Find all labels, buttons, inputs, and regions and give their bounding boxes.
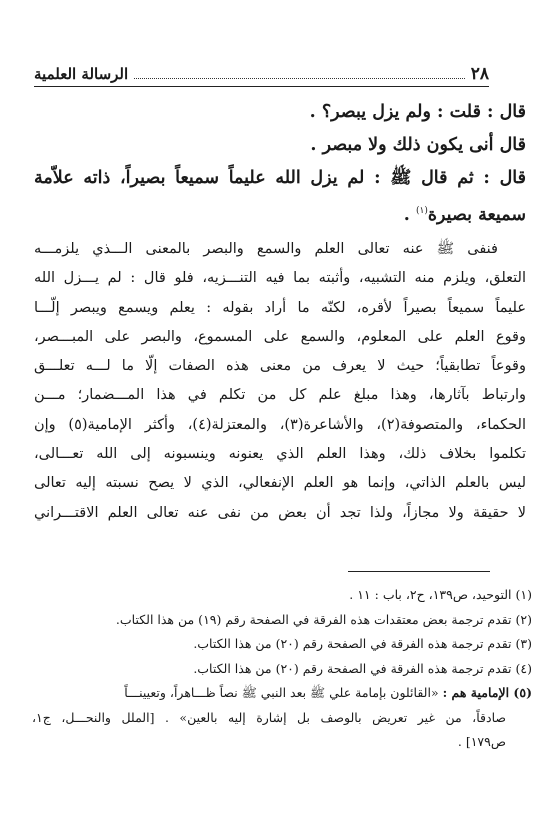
page-header [34, 60, 489, 84]
footnote-5-continuation: صادقاً، من غير تعريض بالوصف بل إشارة إليه بالعين» . [الملل والنحـــل، ج١، [32, 709, 506, 725]
quoted-dialogue [34, 96, 526, 232]
footnote-5-text: «القائلون بإمامة علي ﷺ بعد النبي ﷺ نصاً ظـــاهراً، وتعيينـــاً [124, 685, 443, 700]
header-dot-leader [134, 78, 465, 79]
body-line: وقوع العلم على المعلوم، والسمع على المسموع، والبصر على المبـــصر، [34, 328, 526, 345]
footnote-separator [348, 571, 490, 572]
footnote-2: (٢) تقدم ترجمة بعض معتقدات هذه الفرقة في الصفحة رقم (١٩) من هذا الكتاب. [115, 611, 532, 627]
body-paragraph [34, 235, 526, 528]
dialogue-line-tail: . [403, 204, 416, 225]
body-line: لا حقيقة ولا مجازاً، ولذا تجد أن بعض من نفى عنه تعالى العلم الاقتـــراني [34, 504, 526, 521]
body-line: وقوعاً تطابقياً؛ حيث لا يعرف من معنى هذه الصفات إلّا ما لـــه تعلـــق [34, 358, 526, 375]
footnotes [32, 583, 532, 755]
footnote-5 [32, 681, 532, 706]
footnote-ref: (١) [415, 206, 428, 216]
body-line: التعلق، ويلزم منه التشبيه، وأثبته بما فيه التنـــزيه، فلو قال : لم يـــزل الله [34, 270, 526, 287]
running-title: الرسالة العلمية [34, 65, 129, 83]
footnote-1: (١) التوحيد، ص١٣٩، ح٢، باب : ١١ . [349, 587, 532, 602]
dialogue-line [34, 195, 526, 232]
body-line: فنفى ﷺ عنه تعالى العلم والسمع والبصر بالمعنى الـــذي يلزمـــه [34, 241, 498, 257]
dialogue-line: قال أنى يكون ذلك ولا مبصر . [310, 135, 526, 155]
body-line: ليس بالعلم الذاتي، وإنما هو العلم الإنفعالي، الذي لا يصح نسبته إليه تعالى [34, 475, 526, 492]
footnote-4: (٤) تقدم ترجمة هذه الفرقة في الصفحة رقم (٢٠) من هذا الكتاب. [193, 660, 532, 676]
dialogue-line-text: سميعة بصيرة [427, 204, 526, 225]
page-number: ٢٨ [470, 64, 489, 84]
body-line: الحكماء، والمتصوفة(٢)، والأشاعرة(٣)، والمعتزلة(٤)، وأكثر الإمامية(٥) وإن [34, 416, 526, 433]
footnote-5-label: (٥) الإمامية هم : [442, 685, 532, 700]
body-line: وارتباط بآثارها، وهذا مبلغ علم كل من تكلم في هذا المـــضمار؛ مـــن [34, 387, 526, 404]
body-line: تكلموا بخلاف ذلك، وهذا العلم الذي يعنونه وينسبونه إلى الله تعـــالى، [34, 446, 526, 463]
footnote-5-continuation: ص١٧٩] . [457, 734, 506, 749]
header-rule [34, 86, 489, 87]
dialogue-line: قال : ثم قال ﷺ : لم يزل الله عليماً سميعاً بصيراً، ذاته علاّمة [34, 168, 526, 188]
body-line: عليماً سميعاً بصيراً لأقره، لكنّه ما أراد بقوله : يعلم ويسمع ويبصر إلّـــا [34, 299, 526, 316]
footnote-3: (٣) تقدم ترجمة هذه الفرقة في الصفحة رقم (٢٠) من هذا الكتاب. [193, 636, 532, 651]
dialogue-line: قال : قلت : ولم يزل يبصر؟ . [309, 102, 526, 122]
